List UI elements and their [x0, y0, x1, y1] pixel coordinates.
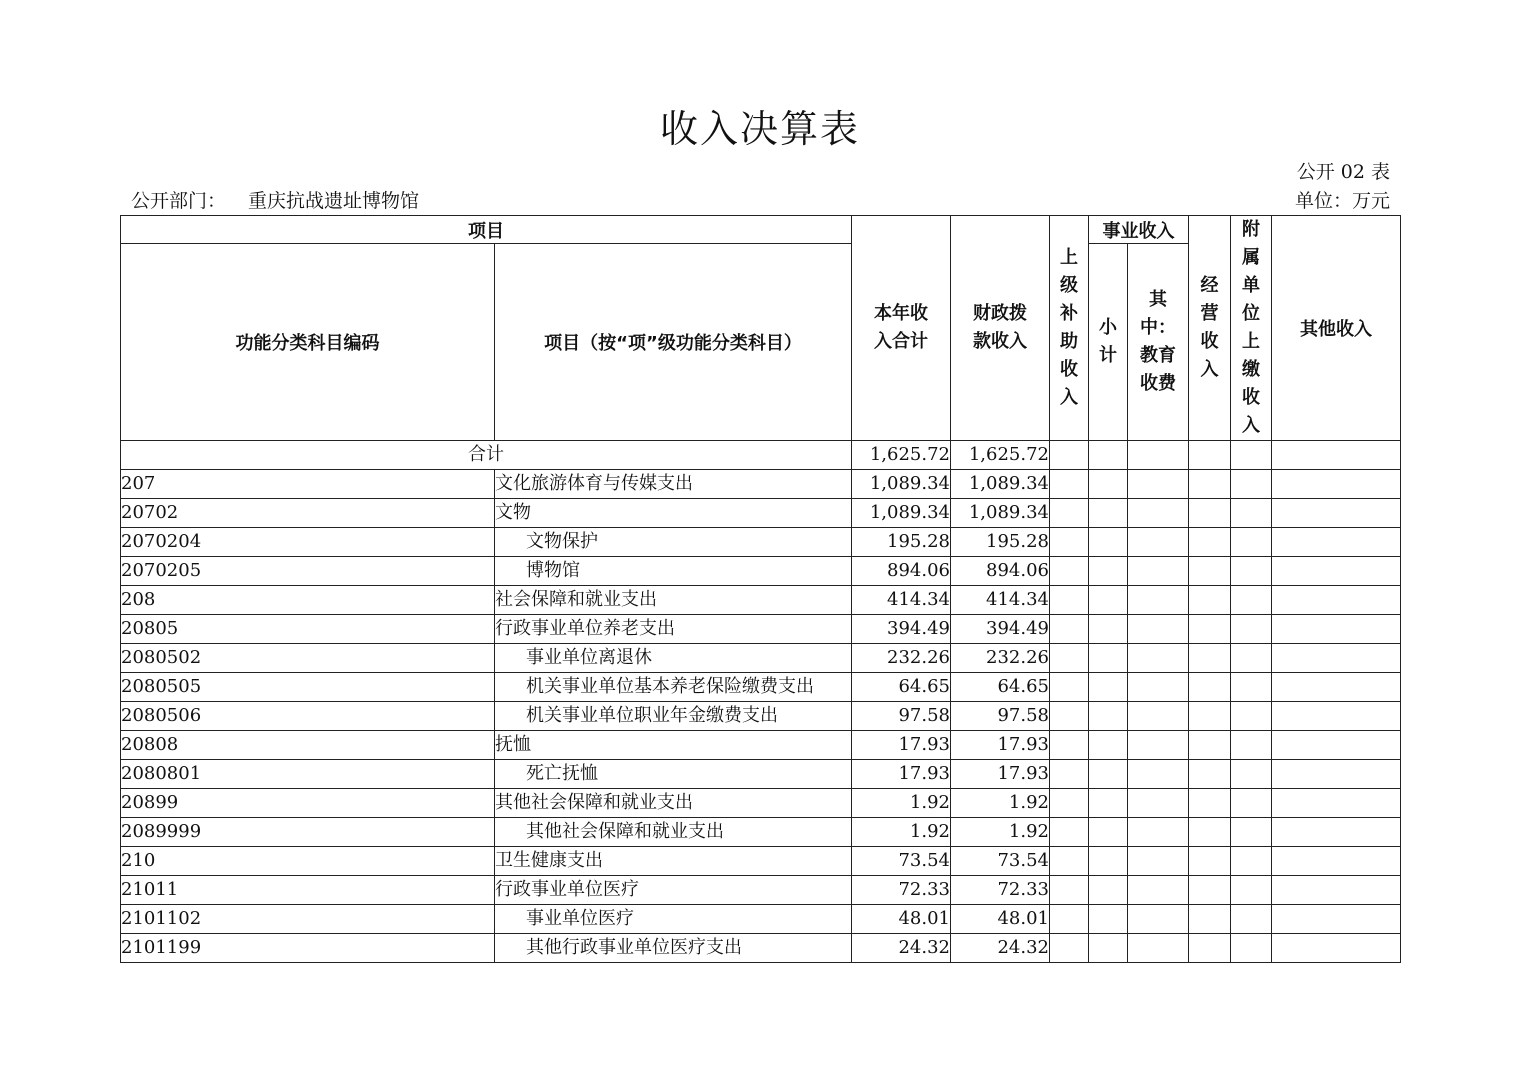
- empty-cell: [1272, 731, 1401, 760]
- empty-cell: [1050, 499, 1089, 528]
- row-name: 事业单位离退休: [495, 644, 852, 673]
- empty-cell: [1231, 934, 1272, 963]
- total-row: [121, 441, 1401, 470]
- empty-cell: [1231, 905, 1272, 934]
- empty-cell: [1089, 470, 1128, 499]
- total-income-value: 1,625.72: [852, 441, 951, 470]
- empty-cell: [1189, 586, 1231, 615]
- header-superior-subsidy: 上级补助收入: [1050, 216, 1089, 441]
- empty-cell: [1089, 847, 1128, 876]
- row-total-income: 1,089.34: [852, 499, 951, 528]
- header-code: 功能分类科目编码: [121, 244, 495, 441]
- unit-label: 单位：万元: [1294, 190, 1390, 212]
- row-code: 2101102: [121, 905, 495, 934]
- empty-cell: [1128, 847, 1189, 876]
- row-total-income: 1.92: [852, 789, 951, 818]
- row-fiscal: 24.32: [951, 934, 1050, 963]
- row-fiscal: 232.26: [951, 644, 1050, 673]
- row-total-income: 414.34: [852, 586, 951, 615]
- empty-cell: [1189, 789, 1231, 818]
- table-row: [121, 847, 1401, 876]
- empty-cell: [1272, 934, 1401, 963]
- row-fiscal: 894.06: [951, 557, 1050, 586]
- empty-cell: [1089, 760, 1128, 789]
- row-total-income: 394.49: [852, 615, 951, 644]
- empty-cell: [1231, 789, 1272, 818]
- row-total-income: 894.06: [852, 557, 951, 586]
- row-name: 抚恤: [495, 731, 852, 760]
- empty-cell: [1050, 615, 1089, 644]
- empty-cell: [1050, 731, 1089, 760]
- empty-cell: [1050, 702, 1089, 731]
- empty-cell: [1231, 760, 1272, 789]
- row-total-income: 73.54: [852, 847, 951, 876]
- row-fiscal: 73.54: [951, 847, 1050, 876]
- empty-cell: [1189, 644, 1231, 673]
- empty-cell: [1231, 499, 1272, 528]
- empty-cell: [1128, 615, 1189, 644]
- empty-cell: [1050, 934, 1089, 963]
- empty-cell: [1128, 876, 1189, 905]
- row-code: 2080505: [121, 673, 495, 702]
- empty-cell: [1189, 847, 1231, 876]
- empty-cell: [1050, 818, 1089, 847]
- table-row: [121, 934, 1401, 963]
- row-fiscal: 64.65: [951, 673, 1050, 702]
- empty-cell: [1050, 673, 1089, 702]
- empty-cell: [1189, 905, 1231, 934]
- empty-cell: [1050, 847, 1089, 876]
- empty-cell: [1128, 528, 1189, 557]
- row-name: 其他社会保障和就业支出: [495, 789, 852, 818]
- department-line: [131, 188, 419, 214]
- row-name: 社会保障和就业支出: [495, 586, 852, 615]
- row-total-income: 232.26: [852, 644, 951, 673]
- empty-cell: [1128, 731, 1189, 760]
- page-title: 收入决算表: [659, 107, 860, 151]
- table-row: [121, 673, 1401, 702]
- table-row: [121, 876, 1401, 905]
- row-code: 20702: [121, 499, 495, 528]
- table-row: [121, 702, 1401, 731]
- row-code: 208: [121, 586, 495, 615]
- header-item: 项目: [121, 216, 852, 244]
- empty-cell: [1128, 760, 1189, 789]
- empty-cell: [1050, 557, 1089, 586]
- empty-cell: [1272, 557, 1401, 586]
- empty-cell: [1089, 615, 1128, 644]
- empty-cell: [1272, 644, 1401, 673]
- table-row: [121, 760, 1401, 789]
- empty-cell: [1128, 470, 1189, 499]
- row-name: 事业单位医疗: [495, 905, 852, 934]
- empty-cell: [1128, 557, 1189, 586]
- row-total-income: 1,089.34: [852, 470, 951, 499]
- row-name: 卫生健康支出: [495, 847, 852, 876]
- empty-cell: [1272, 441, 1401, 470]
- row-code: 2089999: [121, 818, 495, 847]
- row-code: 2080801: [121, 760, 495, 789]
- empty-cell: [1231, 876, 1272, 905]
- row-name: 文物: [495, 499, 852, 528]
- empty-cell: [1189, 876, 1231, 905]
- empty-cell: [1231, 528, 1272, 557]
- row-fiscal: 17.93: [951, 731, 1050, 760]
- empty-cell: [1050, 789, 1089, 818]
- row-code: 20805: [121, 615, 495, 644]
- row-code: 2070205: [121, 557, 495, 586]
- table-row: [121, 818, 1401, 847]
- row-code: 21011: [121, 876, 495, 905]
- row-code: 2080506: [121, 702, 495, 731]
- empty-cell: [1272, 905, 1401, 934]
- empty-cell: [1089, 818, 1128, 847]
- row-total-income: 48.01: [852, 905, 951, 934]
- table-row: [121, 470, 1401, 499]
- empty-cell: [1189, 557, 1231, 586]
- header-business-income: 事业收入: [1089, 216, 1189, 244]
- empty-cell: [1189, 702, 1231, 731]
- empty-cell: [1272, 470, 1401, 499]
- row-name: 死亡抚恤: [495, 760, 852, 789]
- row-name: 机关事业单位基本养老保险缴费支出: [495, 673, 852, 702]
- total-label: 合计: [121, 441, 852, 470]
- table-code: 公开 02 表: [1296, 161, 1390, 183]
- empty-cell: [1272, 615, 1401, 644]
- row-name: 行政事业单位医疗: [495, 876, 852, 905]
- empty-cell: [1089, 441, 1128, 470]
- empty-cell: [1231, 586, 1272, 615]
- empty-cell: [1231, 673, 1272, 702]
- department-label: 公开部门：: [131, 190, 227, 212]
- empty-cell: [1272, 876, 1401, 905]
- row-total-income: 17.93: [852, 760, 951, 789]
- row-code: 2101199: [121, 934, 495, 963]
- row-total-income: 1.92: [852, 818, 951, 847]
- row-total-income: 24.32: [852, 934, 951, 963]
- empty-cell: [1128, 644, 1189, 673]
- table-row: [121, 528, 1401, 557]
- empty-cell: [1128, 441, 1189, 470]
- empty-cell: [1231, 441, 1272, 470]
- row-code: 2080502: [121, 644, 495, 673]
- empty-cell: [1089, 905, 1128, 934]
- empty-cell: [1089, 876, 1128, 905]
- empty-cell: [1128, 702, 1189, 731]
- header-other: 其他收入: [1272, 216, 1401, 441]
- row-code: 20899: [121, 789, 495, 818]
- row-total-income: 195.28: [852, 528, 951, 557]
- table-row: [121, 731, 1401, 760]
- row-code: 2070204: [121, 528, 495, 557]
- row-fiscal: 195.28: [951, 528, 1050, 557]
- table-row: [121, 586, 1401, 615]
- header-fiscal: 财政拨款收入: [951, 216, 1050, 441]
- empty-cell: [1231, 615, 1272, 644]
- table-row: [121, 499, 1401, 528]
- table-row: [121, 615, 1401, 644]
- row-code: 207: [121, 470, 495, 499]
- row-name: 其他行政事业单位医疗支出: [495, 934, 852, 963]
- empty-cell: [1050, 876, 1089, 905]
- row-fiscal: 1,089.34: [951, 470, 1050, 499]
- table-row: [121, 644, 1401, 673]
- empty-cell: [1189, 470, 1231, 499]
- income-table: [120, 215, 1401, 963]
- row-fiscal: 394.49: [951, 615, 1050, 644]
- row-fiscal: 1,089.34: [951, 499, 1050, 528]
- empty-cell: [1231, 731, 1272, 760]
- empty-cell: [1189, 760, 1231, 789]
- empty-cell: [1231, 644, 1272, 673]
- empty-cell: [1272, 673, 1401, 702]
- empty-cell: [1272, 586, 1401, 615]
- row-name: 行政事业单位养老支出: [495, 615, 852, 644]
- row-fiscal: 1.92: [951, 789, 1050, 818]
- row-code: 210: [121, 847, 495, 876]
- empty-cell: [1189, 615, 1231, 644]
- empty-cell: [1128, 789, 1189, 818]
- empty-cell: [1050, 586, 1089, 615]
- empty-cell: [1189, 499, 1231, 528]
- row-fiscal: 48.01: [951, 905, 1050, 934]
- empty-cell: [1231, 557, 1272, 586]
- empty-cell: [1050, 644, 1089, 673]
- empty-cell: [1050, 441, 1089, 470]
- row-name: 文化旅游体育与传媒支出: [495, 470, 852, 499]
- row-code: 20808: [121, 731, 495, 760]
- empty-cell: [1128, 905, 1189, 934]
- empty-cell: [1128, 673, 1189, 702]
- header-operating: 经营收入: [1189, 216, 1231, 441]
- empty-cell: [1272, 760, 1401, 789]
- empty-cell: [1089, 673, 1128, 702]
- row-name: 机关事业单位职业年金缴费支出: [495, 702, 852, 731]
- empty-cell: [1231, 470, 1272, 499]
- empty-cell: [1189, 731, 1231, 760]
- empty-cell: [1050, 470, 1089, 499]
- empty-cell: [1089, 557, 1128, 586]
- row-fiscal: 17.93: [951, 760, 1050, 789]
- empty-cell: [1272, 528, 1401, 557]
- table-row: [121, 905, 1401, 934]
- row-fiscal: 97.58: [951, 702, 1050, 731]
- empty-cell: [1089, 499, 1128, 528]
- empty-cell: [1189, 441, 1231, 470]
- empty-cell: [1189, 934, 1231, 963]
- row-total-income: 64.65: [852, 673, 951, 702]
- empty-cell: [1050, 760, 1089, 789]
- empty-cell: [1089, 731, 1128, 760]
- empty-cell: [1231, 702, 1272, 731]
- empty-cell: [1272, 818, 1401, 847]
- row-name: 文物保护: [495, 528, 852, 557]
- empty-cell: [1272, 702, 1401, 731]
- empty-cell: [1128, 586, 1189, 615]
- row-fiscal: 72.33: [951, 876, 1050, 905]
- empty-cell: [1272, 847, 1401, 876]
- empty-cell: [1231, 847, 1272, 876]
- row-total-income: 97.58: [852, 702, 951, 731]
- empty-cell: [1189, 528, 1231, 557]
- empty-cell: [1089, 586, 1128, 615]
- row-fiscal: 1.92: [951, 818, 1050, 847]
- empty-cell: [1089, 702, 1128, 731]
- empty-cell: [1272, 499, 1401, 528]
- empty-cell: [1189, 818, 1231, 847]
- empty-cell: [1189, 673, 1231, 702]
- department-name: 重庆抗战遗址博物馆: [248, 190, 420, 212]
- row-total-income: 72.33: [852, 876, 951, 905]
- empty-cell: [1089, 789, 1128, 818]
- empty-cell: [1089, 528, 1128, 557]
- empty-cell: [1128, 499, 1189, 528]
- table-row: [121, 557, 1401, 586]
- row-name: 其他社会保障和就业支出: [495, 818, 852, 847]
- header-total-income: 本年收入合计: [852, 216, 951, 441]
- empty-cell: [1050, 528, 1089, 557]
- empty-cell: [1128, 934, 1189, 963]
- total-fiscal-value: 1,625.72: [951, 441, 1050, 470]
- header-affiliated: 附属单位上缴收入: [1231, 216, 1272, 441]
- header-subtotal: 小计: [1089, 244, 1128, 441]
- empty-cell: [1272, 789, 1401, 818]
- header-name: 项目（按“项”级功能分类科目）: [495, 244, 852, 441]
- empty-cell: [1089, 644, 1128, 673]
- table-row: [121, 789, 1401, 818]
- header-education-fee: 其中：教育收费: [1128, 244, 1189, 441]
- row-name: 博物馆: [495, 557, 852, 586]
- empty-cell: [1050, 905, 1089, 934]
- empty-cell: [1231, 818, 1272, 847]
- row-total-income: 17.93: [852, 731, 951, 760]
- empty-cell: [1089, 934, 1128, 963]
- row-fiscal: 414.34: [951, 586, 1050, 615]
- empty-cell: [1128, 818, 1189, 847]
